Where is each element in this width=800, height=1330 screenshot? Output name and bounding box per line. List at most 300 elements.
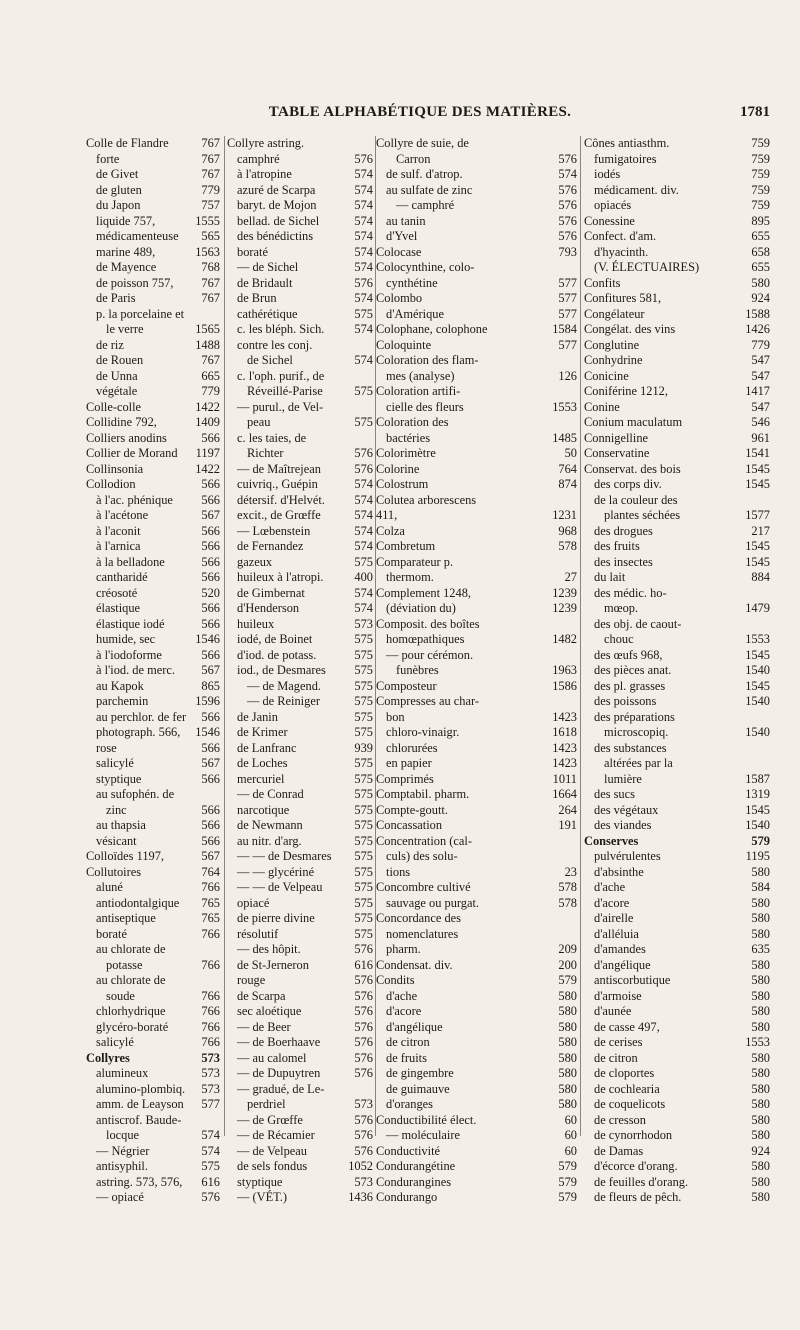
index-entry xyxy=(227,648,373,664)
entry-page-ref: 566 xyxy=(201,477,220,491)
index-entry xyxy=(86,663,220,679)
entry-term: antiscrof. Baude- xyxy=(96,1112,182,1127)
entry-page-ref: 566 xyxy=(201,802,220,817)
entry-page-ref: 566 xyxy=(201,616,220,631)
index-entry xyxy=(86,508,220,524)
entry-term: de cochlearia xyxy=(594,1081,660,1096)
entry-term: d'angélique xyxy=(594,957,651,972)
entry-page-ref: 765 xyxy=(201,911,220,925)
entry-page-ref: 1482 xyxy=(552,632,577,646)
index-entry xyxy=(227,880,373,896)
entry-term: astring. 573, 576, xyxy=(96,1174,183,1189)
entry-term: Colocase xyxy=(376,244,422,259)
entry-page-ref: 580 xyxy=(751,926,770,941)
entry-page-ref: 580 xyxy=(751,895,770,910)
entry-term: alumino-plombiq. xyxy=(96,1081,186,1096)
entry-term: de Damas xyxy=(594,1143,644,1158)
entry-page-ref: 793 xyxy=(558,244,577,259)
index-entry xyxy=(227,694,373,710)
index-entry xyxy=(227,198,373,214)
entry-page-ref xyxy=(370,136,373,152)
entry-term: à l'arnica xyxy=(96,539,141,553)
index-entry xyxy=(227,291,373,307)
entry-term: de cloportes xyxy=(594,1066,655,1080)
entry-term: — gradué, de Le- xyxy=(237,1081,325,1096)
entry-term: du Japon xyxy=(96,198,141,212)
index-entry xyxy=(227,446,373,462)
entry-term: — des hôpit. xyxy=(237,942,301,956)
entry-page-ref: 567 xyxy=(201,508,220,522)
entry-term: des bénédictins xyxy=(237,229,314,243)
index-entry xyxy=(227,431,373,447)
entry-page-ref: 576 xyxy=(558,182,577,197)
index-entry xyxy=(86,927,220,943)
entry-page-ref: 577 xyxy=(558,306,577,321)
index-entry xyxy=(227,1066,373,1082)
index-entry xyxy=(86,725,220,741)
running-title: TABLE ALPHABÉTIQUE DES MATIÈRES. xyxy=(268,104,572,120)
index-entry xyxy=(86,787,220,803)
index-entry xyxy=(584,958,770,974)
entry-page-ref: 1488 xyxy=(195,337,220,352)
entry-page-ref: 767 xyxy=(201,151,220,166)
entry-page-ref: 1239 xyxy=(552,585,577,600)
index-entry xyxy=(584,415,770,431)
entry-term: de casse 497, xyxy=(594,1019,660,1034)
index-entry xyxy=(86,1128,220,1144)
entry-page-ref: 895 xyxy=(751,213,770,228)
entry-term: — de Sichel xyxy=(237,260,299,274)
entry-term: cathérétique xyxy=(237,306,298,321)
entry-page-ref: 576 xyxy=(354,988,373,1003)
entry-page-ref: 575 xyxy=(354,632,373,646)
index-entry xyxy=(227,1190,373,1206)
entry-page-ref: 574 xyxy=(354,198,373,212)
index-entry xyxy=(376,741,577,757)
entry-page-ref: 768 xyxy=(201,260,220,274)
index-entry xyxy=(86,803,220,819)
entry-page-ref: 1545 xyxy=(745,647,770,662)
entry-page-ref: 580 xyxy=(558,1081,577,1096)
index-entry xyxy=(584,942,770,958)
entry-term: Colombo xyxy=(376,291,423,305)
entry-page-ref: 580 xyxy=(751,1174,770,1189)
index-entry xyxy=(227,338,373,354)
index-entry xyxy=(584,834,770,850)
index-entry xyxy=(86,384,220,400)
entry-page-ref: 574 xyxy=(354,260,373,274)
index-entry xyxy=(227,152,373,168)
entry-term: antiodontalgique xyxy=(96,895,180,910)
index-entry xyxy=(86,307,220,323)
index-entry xyxy=(584,384,770,400)
entry-page-ref: 1423 xyxy=(552,740,577,755)
entry-term: boraté xyxy=(237,244,268,259)
index-entry xyxy=(584,772,770,788)
index-entry xyxy=(584,462,770,478)
entry-term: gazeux xyxy=(237,554,273,569)
index-entry xyxy=(86,834,220,850)
entry-term: antiscorbutique xyxy=(594,973,671,987)
entry-term: mœop. xyxy=(604,601,639,615)
entry-term: styptique xyxy=(96,771,142,786)
index-entry xyxy=(227,617,373,633)
index-entry xyxy=(584,307,770,323)
entry-term: plantes séchées xyxy=(604,508,681,522)
index-entry xyxy=(86,1190,220,1206)
entry-term: camphré xyxy=(237,151,280,166)
index-entry xyxy=(86,446,220,462)
index-entry xyxy=(584,508,770,524)
entry-term: de Paris xyxy=(96,291,136,305)
entry-term: de Janin xyxy=(237,709,278,724)
index-entry xyxy=(227,1004,373,1020)
index-entry xyxy=(86,849,220,865)
entry-page-ref: 580 xyxy=(751,1066,770,1080)
entry-term: Colloïdes 1197, xyxy=(86,849,165,863)
entry-term: — — de Desmares xyxy=(237,849,332,863)
entry-term: — de Dupuytren xyxy=(237,1066,321,1080)
entry-page-ref: 580 xyxy=(751,1159,770,1173)
index-entry xyxy=(584,136,770,152)
entry-page-ref: 1417 xyxy=(745,384,770,398)
entry-page-ref: 580 xyxy=(558,1004,577,1018)
entry-page-ref: 1540 xyxy=(745,663,770,677)
entry-term: baryt. de Mojon xyxy=(237,198,317,212)
entry-page-ref: 578 xyxy=(558,539,577,553)
entry-page-ref xyxy=(370,431,373,447)
entry-term: (déviation du) xyxy=(386,601,456,615)
entry-term: — de Magend. xyxy=(247,678,321,693)
entry-term: de Rouen xyxy=(96,353,144,367)
entry-page-ref: 584 xyxy=(751,880,770,894)
entry-term: chloro-vinaigr. xyxy=(386,725,460,739)
index-entry xyxy=(86,679,220,695)
index-entry xyxy=(584,431,770,447)
entry-page-ref: 1586 xyxy=(552,678,577,693)
entry-page-ref: 576 xyxy=(354,1128,373,1142)
entry-page-ref: 573 xyxy=(201,1050,220,1065)
entry-term: iod., de Desmares xyxy=(237,663,326,677)
index-entry xyxy=(584,229,770,245)
entry-page-ref: 1422 xyxy=(195,399,220,414)
entry-page-ref: 766 xyxy=(201,1004,220,1018)
entry-page-ref xyxy=(767,710,770,726)
entry-term: Colliers anodins xyxy=(86,430,167,445)
entry-term: Concordance des xyxy=(376,911,461,925)
entry-page-ref: 575 xyxy=(201,1159,220,1173)
entry-term: soude xyxy=(106,988,135,1003)
entry-term: Composit. des boîtes xyxy=(376,616,480,631)
entry-page-ref: 1052 xyxy=(348,1159,373,1173)
index-entry xyxy=(584,880,770,896)
entry-term: d'amandes xyxy=(594,942,646,956)
index-entry xyxy=(584,570,770,586)
entry-term: Concentration (cal- xyxy=(376,833,472,848)
entry-term: à l'iodoforme xyxy=(96,647,162,662)
index-entry xyxy=(584,1051,770,1067)
entry-term: c. l'oph. purif., de xyxy=(237,368,325,383)
entry-page-ref: 566 xyxy=(201,818,220,832)
entry-term: d'alléluia xyxy=(594,926,639,941)
entry-page-ref: 1485 xyxy=(552,430,577,445)
entry-term: Conicine xyxy=(584,368,629,383)
entry-term: de Krimer xyxy=(237,725,288,739)
entry-term: de Loches xyxy=(237,756,288,770)
entry-page-ref: 546 xyxy=(751,415,770,429)
entry-term: — de Velpeau xyxy=(237,1143,307,1158)
index-entry xyxy=(376,818,577,834)
entry-page-ref: 574 xyxy=(354,229,373,243)
entry-term: Comprimés xyxy=(376,771,434,786)
entry-term: à l'iod. de merc. xyxy=(96,663,175,677)
entry-term: Combretum xyxy=(376,539,436,553)
entry-term: Colorine xyxy=(376,461,420,476)
entry-term: de Newmann xyxy=(237,818,303,832)
index-entry xyxy=(86,989,220,1005)
index-entry xyxy=(584,586,770,602)
entry-term: contre les conj. xyxy=(237,337,313,352)
entry-term: d'hyacinth. xyxy=(594,244,649,259)
index-entry xyxy=(584,1128,770,1144)
index-column-4 xyxy=(584,136,770,1206)
entry-term: Composteur xyxy=(376,678,437,693)
entry-page-ref: 1545 xyxy=(745,802,770,817)
index-entry xyxy=(86,880,220,896)
index-entry xyxy=(227,1082,373,1098)
index-entry xyxy=(376,632,577,648)
index-entry xyxy=(376,1035,577,1051)
entry-term: Congélat. des vins xyxy=(584,322,676,336)
index-entry xyxy=(227,601,373,617)
entry-term: Conservat. des bois xyxy=(584,461,681,476)
index-entry xyxy=(376,570,577,586)
entry-page-ref xyxy=(574,415,577,431)
index-entry xyxy=(86,756,220,772)
entry-term: Compresses au char- xyxy=(376,694,479,708)
entry-page-ref: 209 xyxy=(558,942,577,956)
index-entry xyxy=(227,958,373,974)
index-entry xyxy=(376,725,577,741)
entry-term: — camphré xyxy=(396,198,455,212)
index-entry xyxy=(376,927,577,943)
entry-page-ref: 1195 xyxy=(745,849,770,863)
index-entry xyxy=(86,1020,220,1036)
index-entry xyxy=(376,524,577,540)
index-entry xyxy=(86,431,220,447)
entry-page-ref: 578 xyxy=(558,895,577,910)
index-entry xyxy=(227,586,373,602)
index-entry xyxy=(227,307,373,323)
index-entry xyxy=(584,1035,770,1051)
index-entry xyxy=(584,989,770,1005)
entry-page-ref: 576 xyxy=(558,229,577,243)
entry-page-ref: 575 xyxy=(354,833,373,848)
index-entry xyxy=(86,632,220,648)
entry-term: — de Conrad xyxy=(237,787,304,801)
entry-page-ref: 50 xyxy=(564,446,577,460)
entry-page-ref: 1011 xyxy=(552,771,577,786)
entry-page-ref: 865 xyxy=(201,678,220,693)
entry-term: au thapsia xyxy=(96,818,146,832)
index-entry xyxy=(376,1128,577,1144)
index-entry xyxy=(227,834,373,850)
index-entry xyxy=(584,1159,770,1175)
entry-page-ref: 579 xyxy=(558,1174,577,1189)
index-entry xyxy=(86,617,220,633)
entry-term: Concombre cultivé xyxy=(376,880,471,894)
index-entry xyxy=(584,369,770,385)
index-entry xyxy=(584,167,770,183)
index-entry xyxy=(86,477,220,493)
entry-page-ref: 1423 xyxy=(552,756,577,770)
entry-page-ref: 759 xyxy=(751,167,770,181)
index-entry xyxy=(227,369,373,385)
entry-page-ref: 567 xyxy=(201,756,220,770)
entry-term: Condurangétine xyxy=(376,1159,456,1173)
index-entry xyxy=(584,353,770,369)
index-entry xyxy=(376,586,577,602)
page-header xyxy=(70,104,770,126)
entry-term: créosoté xyxy=(96,585,138,600)
entry-page-ref: 574 xyxy=(354,167,373,181)
index-entry xyxy=(376,958,577,974)
entry-term: tions xyxy=(386,864,411,879)
entry-term: des corps div. xyxy=(594,477,662,491)
index-entry xyxy=(376,291,577,307)
entry-page-ref: 565 xyxy=(201,229,220,243)
entry-page-ref: 616 xyxy=(354,957,373,972)
entry-page-ref: 575 xyxy=(354,864,373,879)
entry-term: microscopiq. xyxy=(604,725,669,739)
index-entry xyxy=(227,1175,373,1191)
entry-term: des poissons xyxy=(594,694,657,708)
entry-term: Connigelline xyxy=(584,430,649,445)
index-entry xyxy=(227,477,373,493)
entry-page-ref: 767 xyxy=(201,275,220,290)
entry-page-ref: 574 xyxy=(354,353,373,367)
index-column-2 xyxy=(227,136,373,1206)
entry-term: aluné xyxy=(96,880,123,894)
index-entry xyxy=(376,880,577,896)
index-entry xyxy=(227,803,373,819)
entry-term: Conium maculatum xyxy=(584,415,683,429)
index-entry xyxy=(227,384,373,400)
index-entry xyxy=(227,989,373,1005)
entry-page-ref xyxy=(767,493,770,509)
entry-term: d'Henderson xyxy=(237,601,300,615)
entry-page-ref xyxy=(574,555,577,571)
entry-term: Collyre de suie, de xyxy=(376,136,469,150)
entry-page-ref: 217 xyxy=(751,523,770,538)
index-entry xyxy=(227,756,373,772)
index-entry xyxy=(86,942,220,958)
entry-page-ref: 580 xyxy=(751,1112,770,1127)
entry-term: des végétaux xyxy=(594,802,659,817)
entry-page-ref: 580 xyxy=(558,988,577,1003)
entry-page-ref: 1546 xyxy=(195,632,220,646)
entry-page-ref: 580 xyxy=(751,973,770,987)
entry-page-ref: 1545 xyxy=(745,477,770,491)
entry-term: sec aloétique xyxy=(237,1004,302,1018)
entry-page-ref: 575 xyxy=(354,911,373,925)
entry-term: lumière xyxy=(604,771,642,786)
entry-page-ref: 1426 xyxy=(745,322,770,336)
entry-term: Colle-colle xyxy=(86,399,142,414)
entry-term: opiacé xyxy=(237,895,270,910)
index-entry xyxy=(227,1159,373,1175)
entry-term: cuivriq., Guépin xyxy=(237,477,318,491)
entry-page-ref xyxy=(574,136,577,152)
entry-term: d'iod. de potass. xyxy=(237,647,317,662)
entry-page-ref: 1423 xyxy=(552,709,577,724)
entry-page-ref: 580 xyxy=(751,1128,770,1142)
entry-page-ref: 759 xyxy=(751,151,770,166)
entry-page-ref: 1231 xyxy=(552,508,577,522)
index-entry xyxy=(86,1035,220,1051)
entry-term: de cresson xyxy=(594,1112,646,1127)
entry-page-ref: 1545 xyxy=(745,678,770,693)
entry-page-ref: 573 xyxy=(354,616,373,631)
entry-term: cynthétine xyxy=(386,275,438,290)
entry-page-ref: 884 xyxy=(751,570,770,584)
entry-page-ref xyxy=(574,260,577,276)
entry-page-ref: 1197 xyxy=(195,446,220,460)
entry-term: Colutea arborescens xyxy=(376,492,477,507)
index-entry xyxy=(584,1082,770,1098)
entry-page-ref: 1553 xyxy=(552,399,577,414)
entry-term: — — glycériné xyxy=(237,864,315,879)
entry-page-ref: 575 xyxy=(354,663,373,677)
entry-page-ref: 547 xyxy=(751,353,770,367)
entry-term: — de Récamier xyxy=(237,1128,315,1142)
entry-term: — de Boerhaave xyxy=(237,1035,321,1049)
index-entry xyxy=(376,911,577,927)
index-entry xyxy=(376,694,577,710)
entry-page-ref: 665 xyxy=(201,368,220,383)
entry-term: Conserves xyxy=(584,833,639,848)
entry-term: peau xyxy=(247,415,271,429)
entry-term: Concassation xyxy=(376,818,443,832)
entry-page-ref: 1409 xyxy=(195,415,220,429)
index-entry xyxy=(376,803,577,819)
entry-page-ref: 767 xyxy=(201,291,220,305)
entry-term: — Négrier xyxy=(96,1143,150,1158)
entry-page-ref xyxy=(370,400,373,416)
entry-page-ref: 575 xyxy=(354,647,373,662)
index-entry xyxy=(584,927,770,943)
entry-term: antisyphil. xyxy=(96,1159,148,1173)
entry-term: opiacés xyxy=(594,198,632,212)
entry-page-ref: 577 xyxy=(558,291,577,305)
entry-page-ref: 574 xyxy=(558,167,577,181)
entry-page-ref: 200 xyxy=(558,957,577,972)
entry-page-ref: 573 xyxy=(354,1097,373,1111)
entry-page-ref: 765 xyxy=(201,895,220,910)
index-entry xyxy=(86,648,220,664)
index-entry xyxy=(86,415,220,431)
entry-page-ref: 574 xyxy=(354,508,373,522)
entry-page-ref: 1577 xyxy=(745,508,770,522)
index-entry xyxy=(86,198,220,214)
index-entry xyxy=(227,555,373,571)
entry-term: bon xyxy=(386,709,405,724)
index-entry xyxy=(86,1159,220,1175)
entry-page-ref xyxy=(574,927,577,943)
entry-term: rose xyxy=(96,740,117,755)
entry-page-ref: 576 xyxy=(354,1019,373,1034)
entry-page-ref: 757 xyxy=(201,198,220,212)
